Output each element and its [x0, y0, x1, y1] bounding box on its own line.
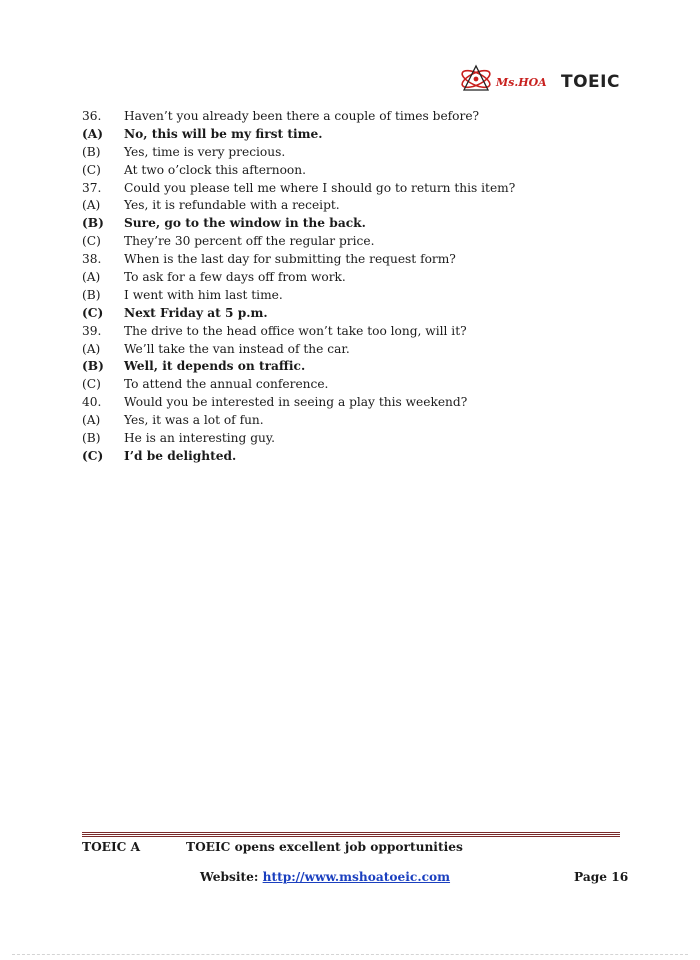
- answer-option: [82, 412, 642, 430]
- item-text: No, this will be my first time.: [124, 126, 323, 141]
- item-label: (C): [82, 234, 101, 249]
- atom-emblem-icon: [460, 66, 492, 91]
- answer-option: [82, 376, 642, 394]
- item-label: (A): [82, 198, 101, 213]
- item-label: (C): [82, 305, 104, 320]
- item-label: (B): [82, 144, 101, 159]
- item-text: To attend the annual conference.: [124, 377, 329, 392]
- item-label: (A): [82, 126, 103, 141]
- item-text: Sure, go to the window in the back.: [124, 216, 366, 231]
- answer-option: [82, 430, 642, 448]
- logo-brand-text: TOEIC: [561, 72, 620, 92]
- item-label: 39.: [82, 323, 102, 338]
- item-label: 36.: [82, 109, 102, 123]
- item-label: (B): [82, 287, 101, 302]
- answer-option: [82, 287, 642, 305]
- footer-rule-bottom: [82, 836, 620, 837]
- website-label: Website:: [200, 870, 259, 884]
- question-line: [82, 394, 642, 412]
- item-text: When is the last day for submitting the request form?: [124, 252, 456, 267]
- answer-option: [82, 233, 642, 251]
- item-label: (B): [82, 431, 101, 446]
- page-edge-divider: [12, 954, 688, 955]
- item-text: Yes, time is very precious.: [124, 144, 286, 159]
- item-text: They’re 30 percent off the regular price.: [124, 234, 375, 249]
- item-text: Haven’t you already been there a couple of times before?: [124, 109, 480, 123]
- answer-option: [82, 269, 642, 287]
- question-line: [82, 323, 642, 341]
- item-text: He is an interesting guy.: [124, 431, 275, 446]
- item-text: Yes, it was a lot of fun.: [124, 413, 264, 428]
- answer-option: [82, 144, 642, 162]
- item-text: Would you be interested in seeing a play this weekend?: [124, 395, 468, 410]
- item-text: Yes, it is refundable with a receipt.: [124, 198, 340, 213]
- item-text: I went with him last time.: [124, 287, 283, 302]
- footer-rule-middle: [82, 834, 620, 835]
- answer-option: [82, 197, 642, 215]
- logo-ms-text: Ms.HOA: [496, 76, 547, 89]
- footer-section-label: TOEIC A: [82, 840, 141, 854]
- answer-option: [82, 126, 642, 144]
- item-label: 40.: [82, 395, 102, 410]
- website-link[interactable]: http://www.mshoatoeic.com: [262, 870, 451, 884]
- item-text: The drive to the head office won’t take too long, will it?: [124, 323, 467, 338]
- answer-option: [82, 305, 642, 323]
- answer-option: [82, 341, 642, 359]
- footer-website: [200, 870, 450, 884]
- item-label: (A): [82, 341, 101, 356]
- item-label: (C): [82, 377, 101, 392]
- question-line: [82, 108, 642, 126]
- footer-rule-top: [82, 832, 620, 833]
- item-text: At two o’clock this afternoon.: [124, 162, 306, 177]
- answer-option: [82, 358, 642, 376]
- question-line: [82, 251, 642, 269]
- item-label: 38.: [82, 252, 102, 267]
- item-label: (B): [82, 359, 104, 374]
- item-label: 37.: [82, 180, 102, 195]
- item-text: I’d be delighted.: [124, 448, 237, 463]
- question-list: [82, 108, 642, 466]
- item-text: We’ll take the van instead of the car.: [124, 341, 350, 356]
- answer-option: [82, 448, 642, 466]
- footer-tagline: TOEIC opens excellent job opportunities: [186, 840, 463, 854]
- item-label: (A): [82, 270, 101, 285]
- item-label: (C): [82, 448, 104, 463]
- item-text: Well, it depends on traffic.: [124, 359, 306, 374]
- question-line: [82, 180, 642, 198]
- item-text: To ask for a few days off from work.: [124, 270, 346, 285]
- item-label: (B): [82, 216, 104, 231]
- item-text: Could you please tell me where I should go to return this item?: [124, 180, 516, 195]
- item-label: (A): [82, 413, 101, 428]
- answer-option: [82, 215, 642, 233]
- page-number: Page 16: [574, 870, 629, 884]
- mshoa-toeic-logo: [456, 62, 622, 100]
- item-label: (C): [82, 162, 101, 177]
- item-text: Next Friday at 5 p.m.: [124, 305, 268, 320]
- answer-option: [82, 162, 642, 180]
